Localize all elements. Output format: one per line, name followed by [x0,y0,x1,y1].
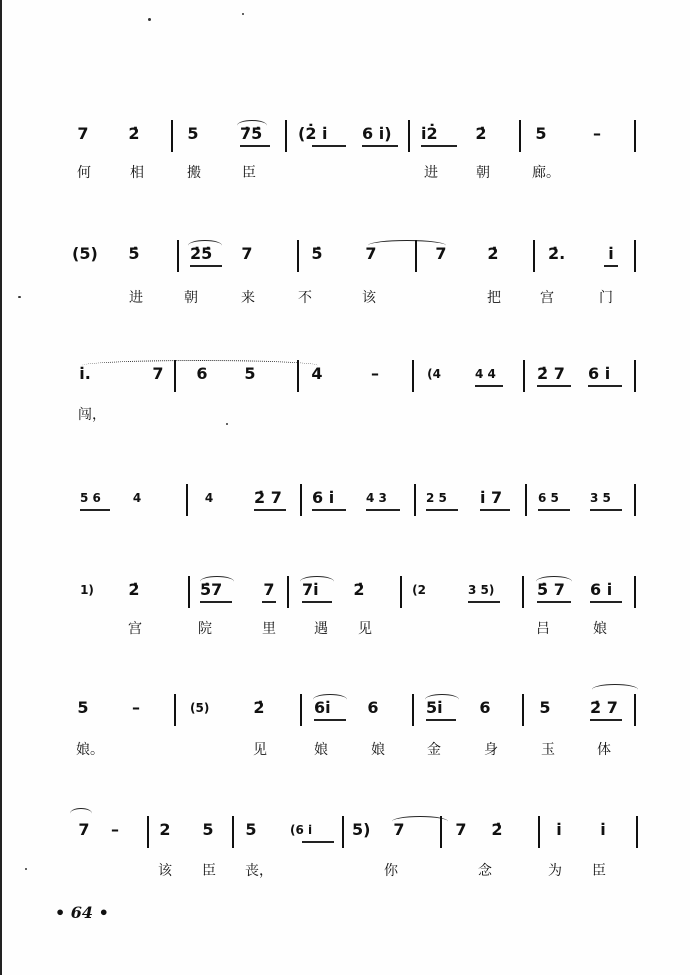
barline [634,360,636,392]
note: 5̇ [128,244,140,263]
note: 3 5 [590,491,611,505]
note: 5 6 [80,491,101,505]
note: i̇ [556,820,562,839]
lyric-char: 进 [424,165,438,181]
note: 1) [80,583,94,597]
note: 6 i̇ [588,364,611,383]
lyric-char: 臣 [202,863,216,879]
note: (5) [72,244,98,263]
note: 2̇ 7 [254,488,282,507]
barline [525,484,527,516]
lyric-line-6 [0,737,690,767]
lyric-char: 娘 [593,621,607,637]
beam-line [537,385,571,387]
lyric-char: 来 [241,290,255,306]
note: 4 [132,491,142,505]
lyric-char: 娘 [371,742,385,758]
note: 7̇5̇ [240,124,263,143]
barline [174,694,176,726]
note: i̇2̇ [421,124,438,143]
scan-speck [148,18,151,21]
lyric-char: 见 [253,742,267,758]
note: 5 [535,124,547,143]
lyric-char: 金 [427,742,441,758]
note: 7 [455,820,467,839]
note: 5̇ [311,244,323,263]
barline [300,694,302,726]
note: 2 [159,820,171,839]
note: 5i̇ [426,698,443,717]
barline [171,120,173,152]
note: 5 [245,820,257,839]
barline [522,576,524,608]
lyric-char: 把 [487,290,501,306]
lyric-char: 廊。 [532,165,560,181]
barline [636,816,638,848]
note: – [593,124,601,143]
note: 2 5 [426,491,447,505]
note: 7 [365,244,377,263]
note: 2̇ [353,580,365,599]
note: 5 [187,124,199,143]
beam-line [302,841,334,843]
notation-line-7 [0,814,690,854]
note: 4 4 [475,367,496,381]
tie-mark [70,808,92,819]
note: 6 i̇ [312,488,335,507]
lyric-line-1 [0,160,690,190]
beam-line [537,601,571,603]
note: 5̇ 7 [537,580,565,599]
beam-line [302,601,332,603]
lyric-char: 朝 [476,165,490,181]
lyric-char: 吕 [536,621,550,637]
barline [634,694,636,726]
barline [412,360,414,392]
barline [232,816,234,848]
page-number: • 64 • [55,903,109,922]
note: 2̇ 7 [537,364,565,383]
lyric-line-2 [0,285,690,315]
barline [147,816,149,848]
note: 2̇ [491,820,503,839]
note: 7 [152,364,164,383]
barline [300,484,302,516]
barline [538,816,540,848]
beam-line [190,265,222,267]
lyric-char: 你 [384,863,398,879]
beam-line [590,601,622,603]
lyric-char: 臣 [592,863,606,879]
note: 7i̇ [302,580,319,599]
barline [297,240,299,272]
note: – [132,698,140,717]
lyric-char: 见 [358,621,372,637]
note: 2̇ [128,124,140,143]
note: i̇ [608,244,614,263]
note: 3 5) [468,583,495,597]
note: 6 [196,364,208,383]
lyric-char: 闯， [78,407,106,423]
note: 6 i̇) [362,124,392,143]
lyric-line-3 [0,402,690,432]
lyric-char: 遇 [314,621,328,637]
note: 2̇ [487,244,499,263]
lyric-char: 身 [484,742,498,758]
note: 7 [263,580,275,599]
barline [414,484,416,516]
barline [634,484,636,516]
beam-line [240,145,270,147]
note: – [371,364,379,383]
note: 2̇. [548,244,566,263]
beam-line [314,719,346,721]
notation-line-5 [0,574,690,614]
note: 2̇ 7 [590,698,618,717]
beam-line [426,509,458,511]
beam-line [262,601,276,603]
lyric-line-5 [0,616,690,646]
note: 4 [311,364,323,383]
note: 7 [393,820,405,839]
barline [188,576,190,608]
note: (2̇ i̇ [298,124,328,143]
barline [186,484,188,516]
note: 7 [241,244,253,263]
barline [634,240,636,272]
note: – [111,820,119,839]
lyric-char: 该 [158,863,172,879]
tie-mark [592,684,638,695]
lyric-char: 宫 [128,621,142,637]
barline [415,240,417,272]
lyric-char: 相 [130,165,144,181]
note: i̇ 7 [480,488,503,507]
notation-line-2 [0,238,690,278]
lyric-char: 丧， [245,863,273,879]
lyric-line-7 [0,858,690,888]
notation-line-6 [0,692,690,732]
beam-line [480,509,510,511]
beam-line [475,385,503,387]
note: 6 [479,698,491,717]
note: i̇. [79,364,91,383]
lyric-char: 体 [597,742,611,758]
note: 6i̇ [314,698,331,717]
barline [177,240,179,272]
barline [523,360,525,392]
beam-line [80,509,110,511]
note: 5 [539,698,551,717]
lyric-char: 进 [129,290,143,306]
barline [408,120,410,152]
lyric-char: 宫 [540,290,554,306]
note: (2 [412,583,426,597]
lyric-char: 里 [262,621,276,637]
note: 2̇ [253,698,265,717]
beam-line [254,509,286,511]
barline [400,576,402,608]
barline [287,576,289,608]
barline [522,694,524,726]
note: 5 [77,698,89,717]
beam-line [590,509,622,511]
note: 2̇5̇ [190,244,213,263]
beam-line [426,719,456,721]
note: 2̇ [475,124,487,143]
barline [297,360,299,392]
note: 5̇7 [200,580,223,599]
note: 5 [244,364,256,383]
lyric-char: 朝 [184,290,198,306]
beam-line [312,509,346,511]
lyric-char: 娘 [314,742,328,758]
note: 7 [77,124,89,143]
beam-line [538,509,570,511]
note: (6 i̇ [290,823,313,837]
lyric-char: 不 [298,290,312,306]
barline [342,816,344,848]
note: (4 [427,367,441,381]
barline [174,360,176,392]
beam-line [200,601,232,603]
note: 6 [367,698,379,717]
lyric-char: 为 [548,863,562,879]
note: 6 5 [538,491,559,505]
barline [412,694,414,726]
note: 2̇ [128,580,140,599]
lyric-char: 娘。 [76,742,104,758]
beam-line [362,145,398,147]
note: 4 [204,491,214,505]
note: i̇ [600,820,606,839]
note: 6 i̇ [590,580,613,599]
note: 5) [352,820,371,839]
barline [440,816,442,848]
beam-line [588,385,622,387]
lyric-char: 院 [198,621,212,637]
notation-line-3 [0,358,690,398]
lyric-char: 臣 [242,165,256,181]
notation-line-4 [0,482,690,522]
note: 7 [78,820,90,839]
lyric-char: 念 [478,863,492,879]
notation-line-1 [0,118,690,158]
barline [634,576,636,608]
beam-line [312,145,346,147]
beam-line [421,145,457,147]
lyric-char: 门 [599,290,613,306]
lyric-char: 玉 [541,742,555,758]
lyric-char: 何 [77,165,91,181]
beam-line [590,719,622,721]
lyric-char: 该 [362,290,376,306]
scan-speck [242,13,244,15]
barline [519,120,521,152]
barline [533,240,535,272]
note: 7 [435,244,447,263]
note: (5) [190,701,210,715]
beam-line [604,265,618,267]
note: 4 3 [366,491,387,505]
lyric-char: 搬 [187,165,201,181]
beam-line [366,509,400,511]
beam-line [468,601,500,603]
note: 5 [202,820,214,839]
barline [285,120,287,152]
barline [634,120,636,152]
